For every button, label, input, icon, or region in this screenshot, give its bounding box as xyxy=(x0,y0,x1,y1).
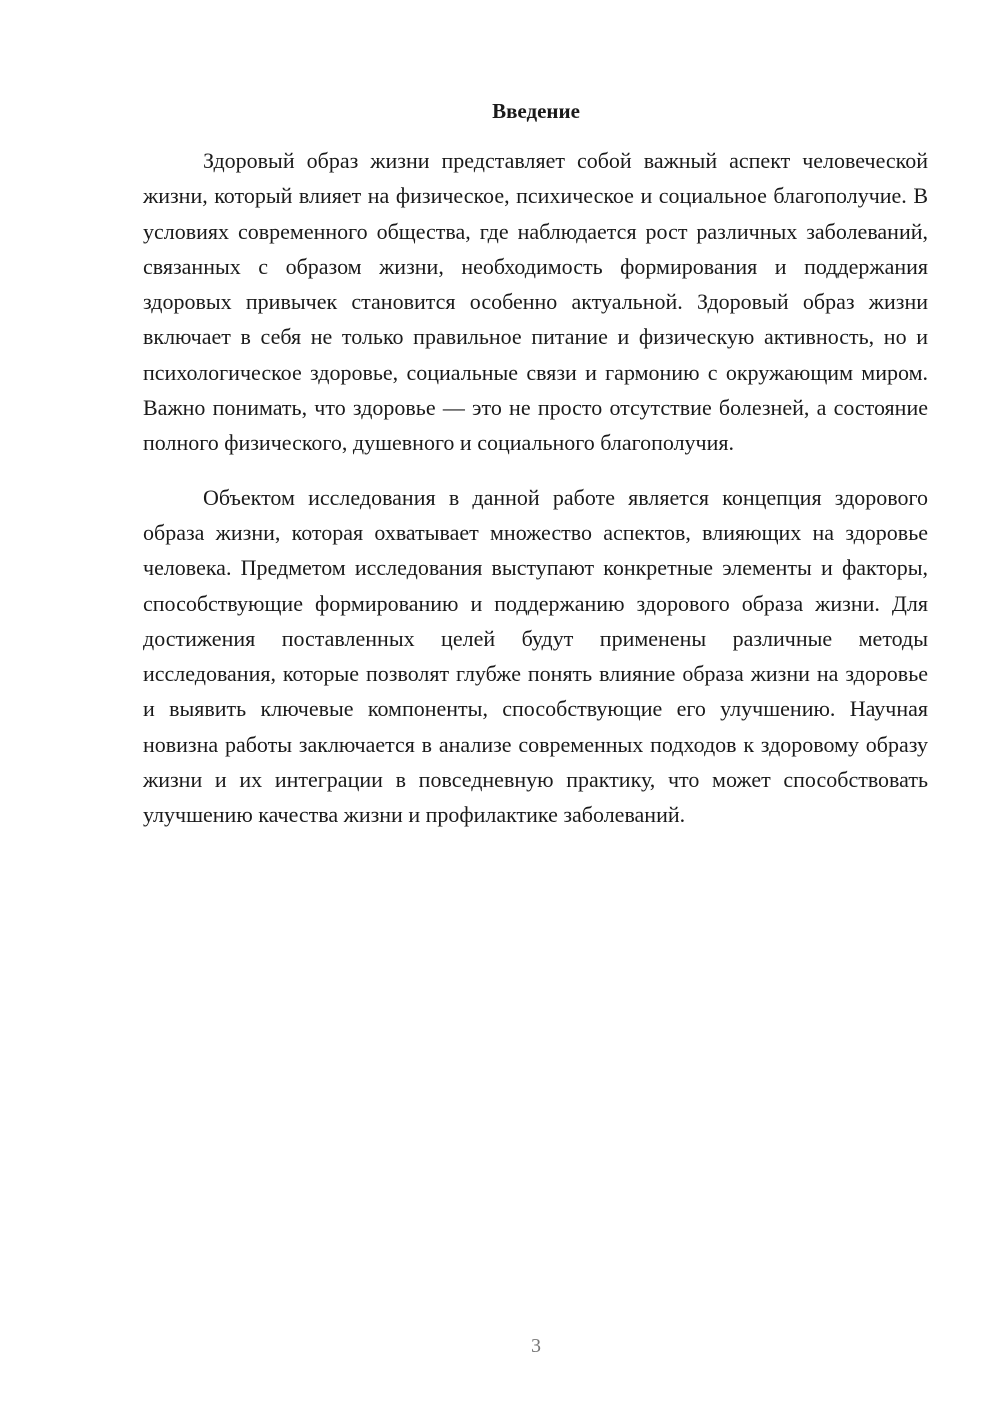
body-text xyxy=(143,143,928,833)
paragraph-research-object: Объектом исследования в данной работе является концепция здорового образа жизни, которая охватывает множество аспектов, влияющих на здоровье человека. Предметом исследования выступают конкретные элементы и факторы, способствующие формированию и поддержанию здорового образа жизни. Для достижения поставленных целей будут применены различные методы исследования, которые позволят глубже понять влияние образа жизни на здоровье и выявить ключевые компоненты, способствующие его улучшению. Научная новизна работы заключается в анализе современных подходов к здоровому образу жизни и их интеграции в повседневную практику, что может способствовать улучшению качества жизни и профилактике заболеваний. xyxy=(143,484,928,828)
section-heading: Введение xyxy=(492,99,580,123)
page-number: 3 xyxy=(531,1335,541,1357)
paragraph-introduction: Здоровый образ жизни представляет собой важный аспект человеческой жизни, который влияет на физическое, психическое и социальное благополучие. В условиях современного общества, где наблюдается рост различных заболеваний, связанных с образом жизни, необходимость формирования и поддержания здоровых привычек становится особенно актуальной. Здоровый образ жизни включает в себя не только правильное питание и физическую активность, но и психологическое здоровье, социальные связи и гармонию с окружающим миром. Важно понимать, что здоровье — это не просто отсутствие болезней, а состояние полного физического, душевного и социального благополучия. xyxy=(143,148,928,456)
